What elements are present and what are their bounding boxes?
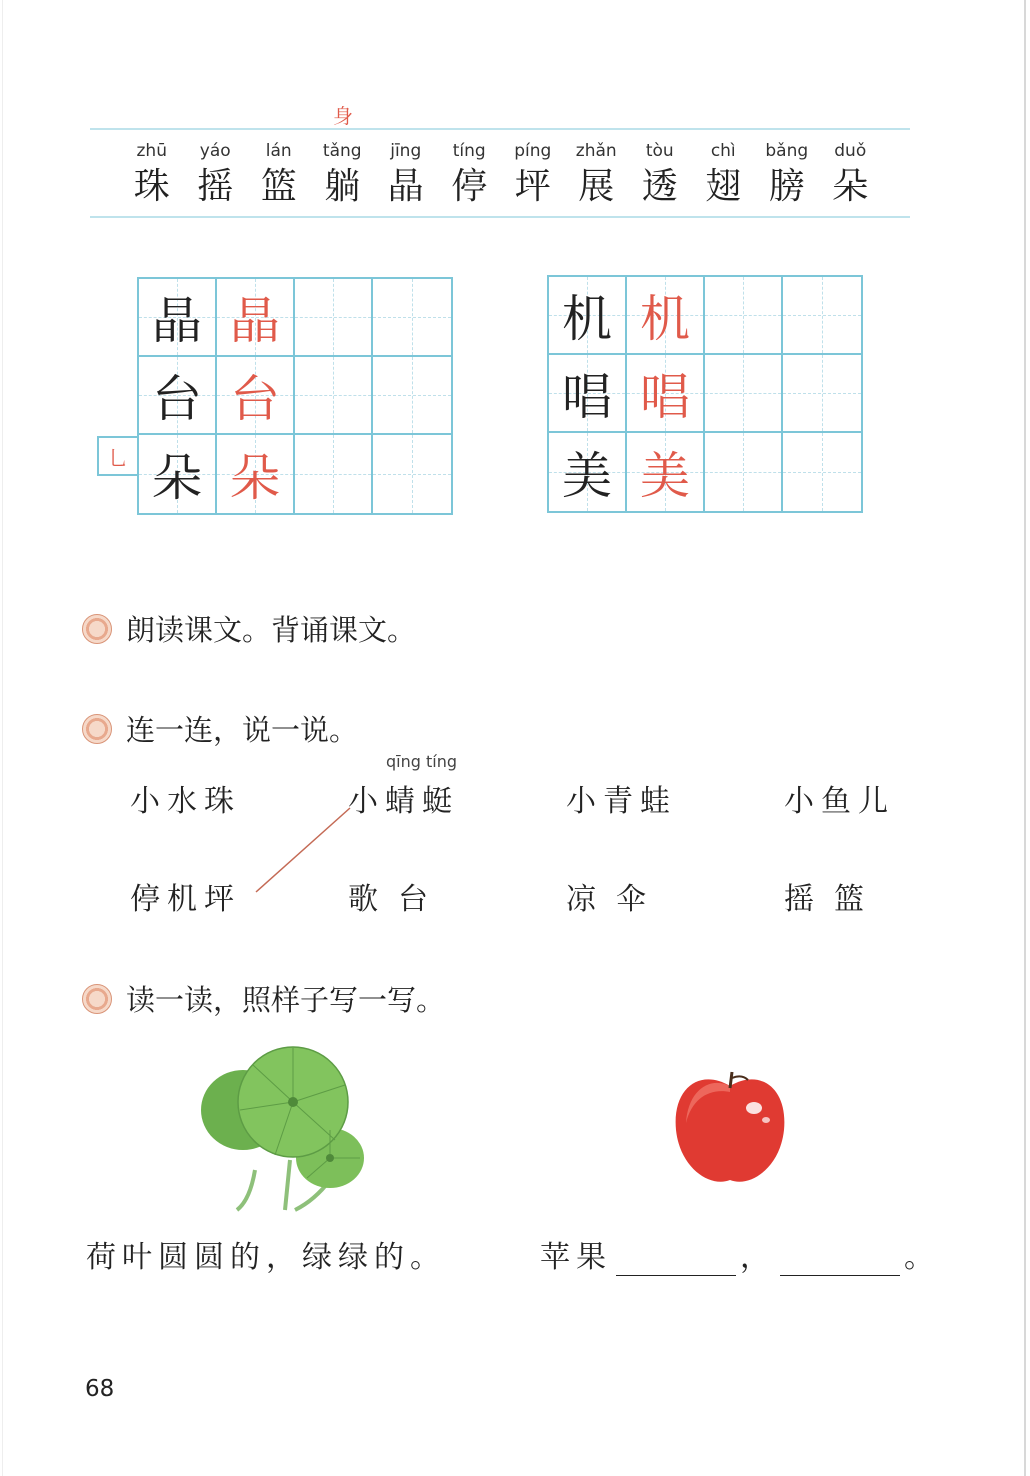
match-word-top[interactable]: 小水珠 <box>130 784 241 819</box>
trace-char: 美 <box>640 447 690 505</box>
task-bullet-icon <box>82 714 112 744</box>
vocab-pinyin: jīng <box>390 141 422 161</box>
vocab-pinyin: tǎng <box>322 141 362 161</box>
match-word-top[interactable]: 小蜻蜓 <box>348 784 459 819</box>
grid-cell-trace <box>627 355 705 433</box>
exercise-comma: ， <box>740 1240 776 1275</box>
page-edge-right <box>1024 0 1026 1476</box>
vocab-item <box>120 138 184 214</box>
vocab-pinyin: chì <box>710 141 736 161</box>
model-char: 机 <box>562 290 612 348</box>
task-read <box>82 608 416 649</box>
writing-grid-right <box>547 275 863 513</box>
task-match <box>82 708 358 749</box>
vocab-pinyin: tòu <box>645 141 674 161</box>
vocab-hanzi: 停 <box>451 166 488 207</box>
grid-cell-model <box>139 279 217 357</box>
vocab-pinyin: duǒ <box>834 141 867 161</box>
vocab-pinyin: píng <box>514 141 552 161</box>
vocab-hanzi: 晶 <box>387 166 424 207</box>
exercise-sentence <box>540 1232 940 1276</box>
grid-cell-blank[interactable] <box>373 435 451 513</box>
grid-cell-blank[interactable] <box>783 433 861 511</box>
grid-cell-blank[interactable] <box>783 277 861 355</box>
match-word-bottom[interactable]: 停机坪 <box>130 882 241 917</box>
trace-char: 晶 <box>230 292 280 350</box>
grid-cell-blank[interactable] <box>705 277 783 355</box>
model-char: 朵 <box>152 449 202 507</box>
page-number: 68 <box>85 1376 115 1402</box>
writing-grid-left <box>137 277 453 515</box>
task-bullet-icon <box>82 614 112 644</box>
vocab-hanzi: 透 <box>641 166 678 207</box>
match-word-bottom[interactable]: 凉伞 <box>566 882 666 917</box>
vocab-rule-top <box>90 128 910 130</box>
vocab-hanzi: 摇 <box>197 166 234 207</box>
vocab-pinyin: yáo <box>199 141 231 161</box>
vocab-hanzi: 膀 <box>768 166 805 207</box>
vocab-pinyin: zhū <box>136 141 167 161</box>
model-char: 台 <box>152 370 202 428</box>
match-word-top[interactable]: 小青蛙 <box>566 784 677 819</box>
grid-cell-blank[interactable] <box>373 357 451 435</box>
task-match-text: 连一连，说一说。 <box>126 713 359 747</box>
trace-char: 台 <box>230 370 280 428</box>
model-char: 晶 <box>152 292 202 350</box>
vocab-hanzi: 朵 <box>832 166 869 207</box>
grid-cell-blank[interactable] <box>783 355 861 433</box>
vocab-row <box>120 138 890 214</box>
vocab-pinyin: tíng <box>452 141 486 161</box>
vocab-item <box>819 138 883 214</box>
answer-blank-2[interactable] <box>780 1249 900 1276</box>
grid-cell-model <box>549 277 627 355</box>
example-match-line <box>250 800 360 900</box>
vocab-item <box>374 138 438 214</box>
match-word-top[interactable]: 小鱼儿 <box>784 784 895 819</box>
vocab-item <box>311 138 375 214</box>
answer-blank-1[interactable] <box>616 1249 736 1276</box>
grid-cell-blank[interactable] <box>373 279 451 357</box>
exercise-end: 。 <box>904 1240 940 1275</box>
model-char: 美 <box>562 447 612 505</box>
vocab-item <box>184 138 248 214</box>
vocab-pinyin: lán <box>265 141 292 161</box>
vocab-item <box>501 138 565 214</box>
vocab-hanzi: 坪 <box>514 166 551 207</box>
grid-cell-trace <box>217 357 295 435</box>
vocab-item <box>755 138 819 214</box>
apple-illustration <box>670 1068 790 1193</box>
grid-cell-blank[interactable] <box>295 357 373 435</box>
grid-cell-model <box>549 355 627 433</box>
grid-cell-model <box>139 435 217 513</box>
grid-cell-trace <box>627 277 705 355</box>
task-write <box>82 978 445 1019</box>
example-sentence: 荷叶圆圆的，绿绿的。 <box>86 1240 446 1275</box>
vocab-hanzi: 翅 <box>705 166 742 207</box>
grid-cell-trace <box>217 435 295 513</box>
vocab-pinyin: bǎng <box>765 141 809 161</box>
task-write-text: 读一读，照样子写一写。 <box>126 983 446 1017</box>
vocab-rule-bottom <box>90 216 910 218</box>
grid-cell-trace <box>217 279 295 357</box>
grid-cell-trace <box>627 433 705 511</box>
trace-char: 唱 <box>640 368 690 426</box>
trace-char: 朵 <box>230 449 280 507</box>
trace-char: 机 <box>640 290 690 348</box>
page-edge-left <box>2 0 3 1476</box>
vocab-pinyin: zhǎn <box>575 141 617 161</box>
grid-cell-blank[interactable] <box>705 433 783 511</box>
vocab-item <box>438 138 502 214</box>
task-read-text: 朗读课文。背诵课文。 <box>126 613 417 647</box>
vocab-hanzi: 篮 <box>260 166 297 207</box>
match-word-bottom[interactable]: 歌台 <box>348 882 448 917</box>
vocab-hanzi: 珠 <box>133 166 170 207</box>
vocab-hanzi: 展 <box>578 166 615 207</box>
vocab-item <box>628 138 692 214</box>
grid-cell-model <box>139 357 217 435</box>
grid-cell-blank[interactable] <box>705 355 783 433</box>
vocab-item <box>247 138 311 214</box>
grid-cell-blank[interactable] <box>295 279 373 357</box>
stroke-hint-tab: 乚 <box>97 436 137 476</box>
grid-cell-model <box>549 433 627 511</box>
radical-hint: 身 <box>333 104 353 128</box>
vocab-item <box>565 138 629 214</box>
lotus-leaf-illustration <box>195 1040 375 1215</box>
match-word-bottom[interactable]: 摇篮 <box>784 882 884 917</box>
task-bullet-icon <box>82 984 112 1014</box>
vocab-hanzi: 躺 <box>324 166 361 207</box>
model-char: 唱 <box>562 368 612 426</box>
grid-cell-blank[interactable] <box>295 435 373 513</box>
vocab-item <box>692 138 756 214</box>
dragonfly-pinyin: qīng tíng <box>386 752 457 771</box>
exercise-prefix: 苹果 <box>540 1240 612 1275</box>
